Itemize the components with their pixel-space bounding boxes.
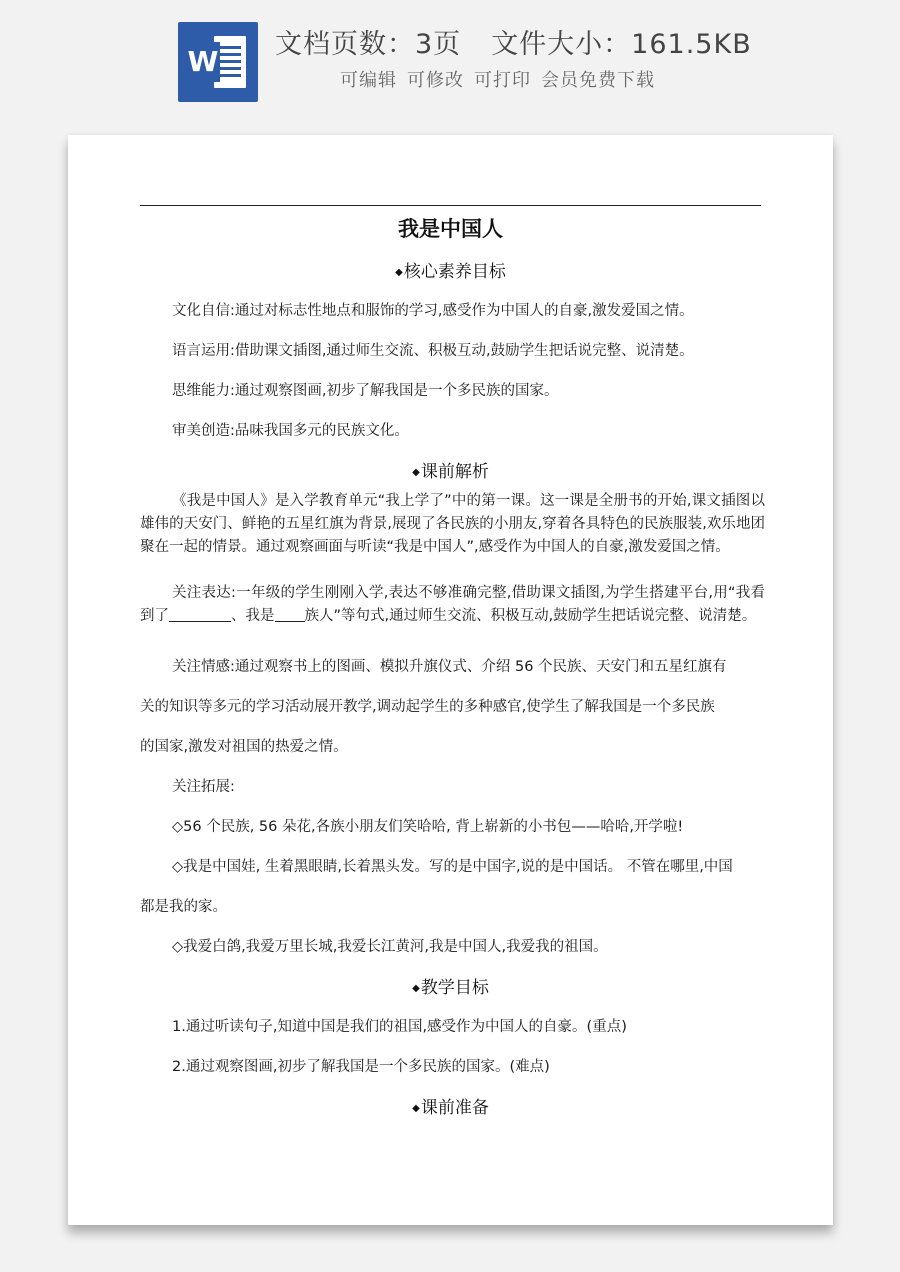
section-heading-analysis: ◆课前解析 bbox=[412, 462, 489, 482]
goal-paragraph: 文化自信:通过对标志性地点和服饰的学习,感受作为中国人的自豪,激发爱国之情。 bbox=[172, 303, 694, 319]
section-heading-teaching-goals: ◆教学目标 bbox=[412, 978, 489, 998]
page-count: 文档页数：3页 bbox=[275, 29, 462, 60]
header-rule bbox=[140, 205, 761, 206]
analysis-paragraph: 《我是中国人》是入学教育单元“我上学了”中的第一课。这一课是全册书的开始,课文插图以雄伟的天安门、鲜艳的五星红旗为背景,展现了各民族的小朋友,穿着各具特色的民族服装,欢乐地团聚在一起的情景。通过观察画面与听读“我是中国人”,感受作为中国人的自豪,激发爱国之情。 bbox=[140, 493, 765, 555]
feature-modifiable: 可修改 bbox=[407, 70, 464, 91]
expand-label: 关注拓展: bbox=[172, 779, 235, 795]
document-page bbox=[68, 135, 833, 1225]
expand-item-continuation: 都是我的家。 bbox=[140, 899, 227, 915]
expand-item: ◇我爱白鸽,我爱万里长城,我爱长江黄河,我是中国人,我爱我的祖国。 bbox=[172, 939, 608, 955]
feature-printable: 可打印 bbox=[474, 70, 531, 91]
document-info-header bbox=[0, 0, 900, 120]
teaching-goal-item: 1.通过听读句子,知道中国是我们的祖国,感受作为中国人的自豪。(重点) bbox=[172, 1019, 627, 1035]
feature-member-download[interactable]: 会员免费下载 bbox=[541, 70, 655, 91]
diamond-bullet-icon: ◆ bbox=[412, 467, 420, 478]
feature-list bbox=[340, 66, 665, 92]
diamond-bullet-icon: ◆ bbox=[395, 267, 403, 278]
goal-paragraph: 语言运用:借助课文插图,通过师生交流、积极互动,鼓励学生把话说完整、说清楚。 bbox=[172, 343, 694, 359]
expand-item: ◇56 个民族, 56 朵花,各族小朋友们笑哈哈, 背上崭新的小书包——哈哈,开学啦! bbox=[172, 819, 684, 835]
file-stats bbox=[275, 22, 752, 61]
emotion-line: 关注情感:通过观察书上的图画、模拟升旗仪式、介绍 56 个民族、天安门和五星红旗有 bbox=[172, 659, 727, 675]
feature-editable: 可编辑 bbox=[340, 70, 397, 91]
section-heading-core-goals: ◆核心素养目标 bbox=[395, 262, 506, 282]
fill-blank bbox=[275, 607, 305, 622]
fill-blank bbox=[169, 607, 231, 622]
document-title: 我是中国人 bbox=[398, 217, 503, 241]
goal-paragraph: 审美创造:品味我国多元的民族文化。 bbox=[172, 423, 409, 439]
diamond-bullet-icon: ◆ bbox=[412, 983, 420, 994]
expression-paragraph: 关注表达:一年级的学生刚刚入学,表达不够准确完整,借助课文插图,为学生搭建平台,用“我看到了 、我是 族人”等句式,通过师生交流、积极互动,鼓励学生把话说完整、说清楚。 bbox=[140, 585, 765, 624]
expand-item: ◇我是中国娃, 生着黑眼睛,长着黑头发。写的是中国字,说的是中国话。 不管在哪里,中国 bbox=[172, 859, 733, 875]
section-heading-preparation: ◆课前准备 bbox=[412, 1098, 489, 1118]
file-size: 文件大小：161.5KB bbox=[491, 29, 752, 60]
emotion-line: 的国家,激发对祖国的热爱之情。 bbox=[140, 739, 348, 755]
emotion-line: 关的知识等多元的学习活动展开教学,调动起学生的多种感官,使学生了解我国是一个多民族 bbox=[140, 699, 715, 715]
word-document-icon: W bbox=[178, 22, 258, 102]
goal-paragraph: 思维能力:通过观察图画,初步了解我国是一个多民族的国家。 bbox=[172, 383, 559, 399]
diamond-bullet-icon: ◆ bbox=[412, 1103, 420, 1114]
teaching-goal-item: 2.通过观察图画,初步了解我国是一个多民族的国家。(难点) bbox=[172, 1059, 550, 1075]
